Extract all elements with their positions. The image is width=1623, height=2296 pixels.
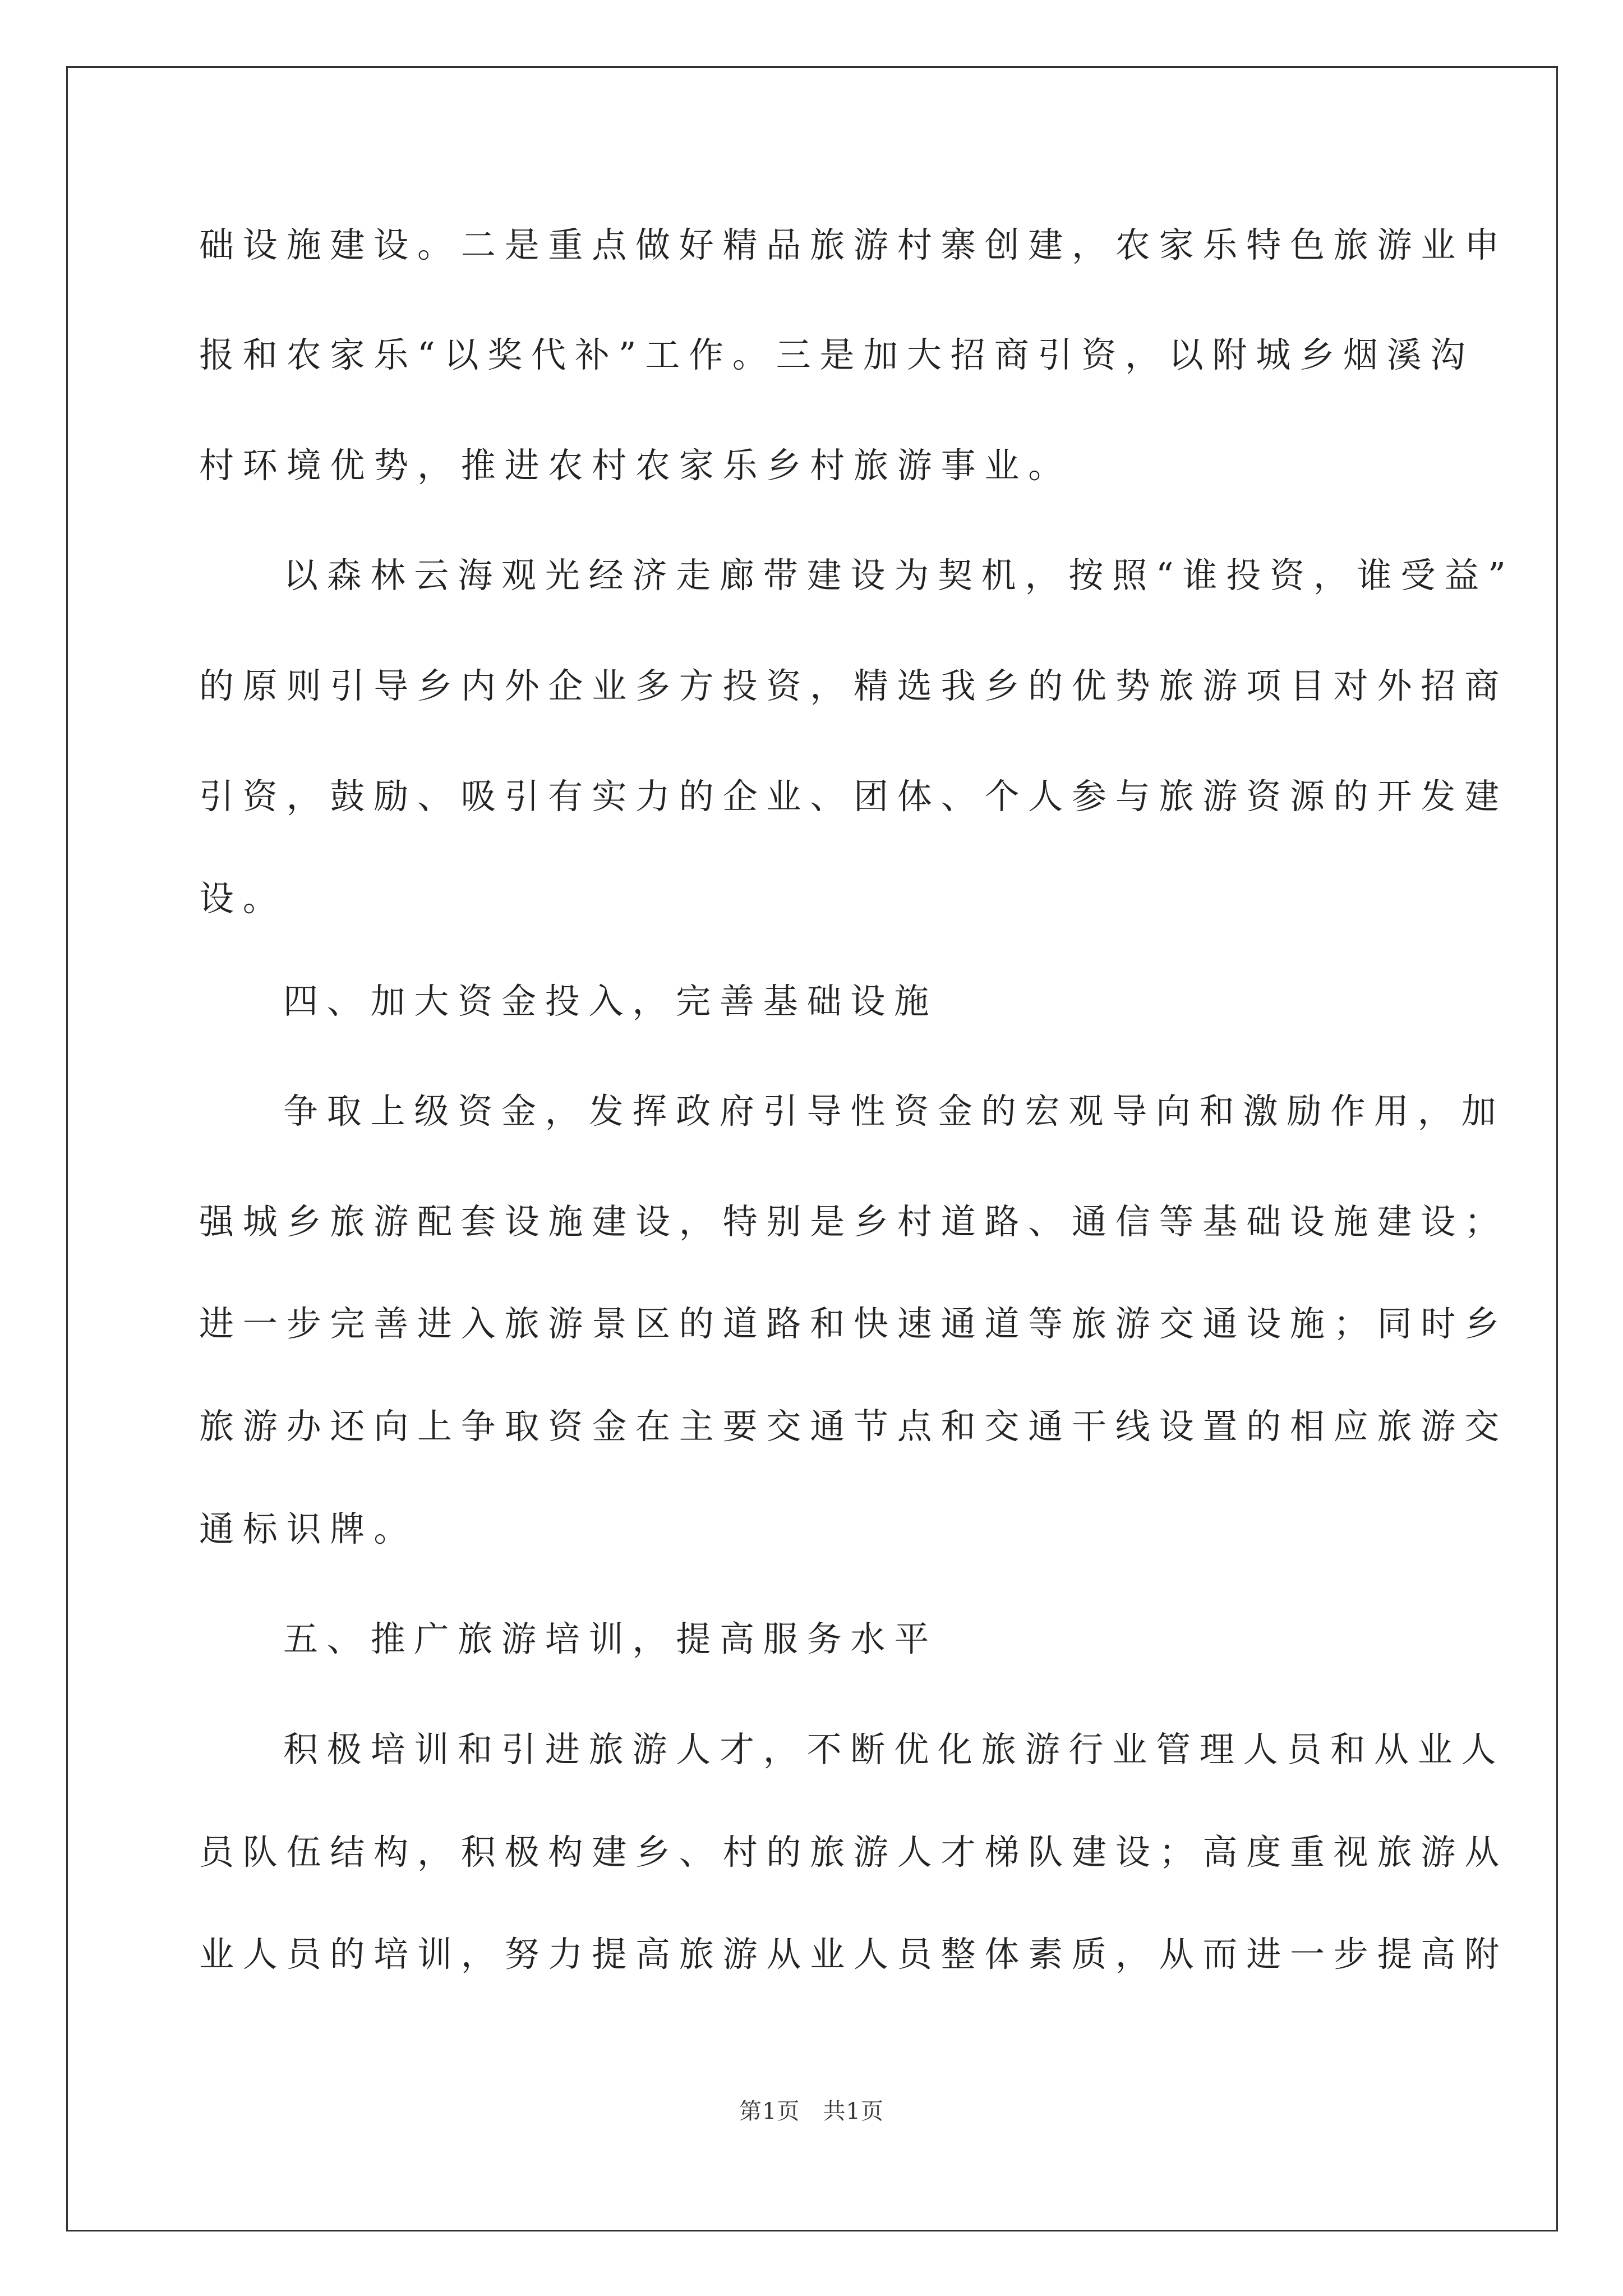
page-number: 第1页 共1页 — [739, 2099, 884, 2124]
body-line: 报和农家乐“以奖代补”工作。三是加大招商引资，以附城乡烟溪沟 — [199, 334, 1474, 375]
body-line: 业人员的培训，努力提高旅游从业人员整体素质，从而进一步提高附 — [199, 1934, 1509, 1975]
body-line: 旅游办还向上争取资金在主要交通节点和交通干线设置的相应旅游交 — [199, 1406, 1509, 1447]
body-line: 争取上级资金，发挥政府引导性资金的宏观导向和激励作用，加 — [283, 1091, 1505, 1131]
body-line: 础设施建设。二是重点做好精品旅游村寨创建，农家乐特色旅游业申 — [199, 224, 1509, 265]
body-line: 的原则引导乡内外企业多方投资，精选我乡的优势旅游项目对外招商 — [199, 665, 1509, 706]
body-line: 通标识牌。 — [199, 1508, 418, 1549]
page-border — [66, 66, 1558, 2231]
body-line: 以森林云海观光经济走廊带建设为契机，按照“谁投资，谁受益” — [283, 555, 1515, 596]
body-line: 进一步完善进入旅游景区的道路和快速通道等旅游交通设施；同时乡 — [199, 1303, 1509, 1344]
body-line: 员队伍结构，积极构建乡、村的旅游人才梯队建设；高度重视旅游从 — [199, 1832, 1509, 1872]
body-line: 村环境优势，推进农村农家乐乡村旅游事业。 — [199, 445, 1072, 486]
section-heading: 四、加大资金投入，完善基础设施 — [283, 981, 938, 1022]
body-line: 积极培训和引进旅游人才，不断优化旅游行业管理人员和从业人 — [283, 1729, 1505, 1770]
section-heading: 五、推广旅游培训，提高服务水平 — [283, 1618, 938, 1659]
body-line: 强城乡旅游配套设施建设，特别是乡村道路、通信等基础设施建设； — [199, 1201, 1509, 1242]
body-line: 设。 — [199, 878, 287, 919]
body-line: 引资，鼓励、吸引有实力的企业、团体、个人参与旅游资源的开发建 — [199, 776, 1509, 817]
